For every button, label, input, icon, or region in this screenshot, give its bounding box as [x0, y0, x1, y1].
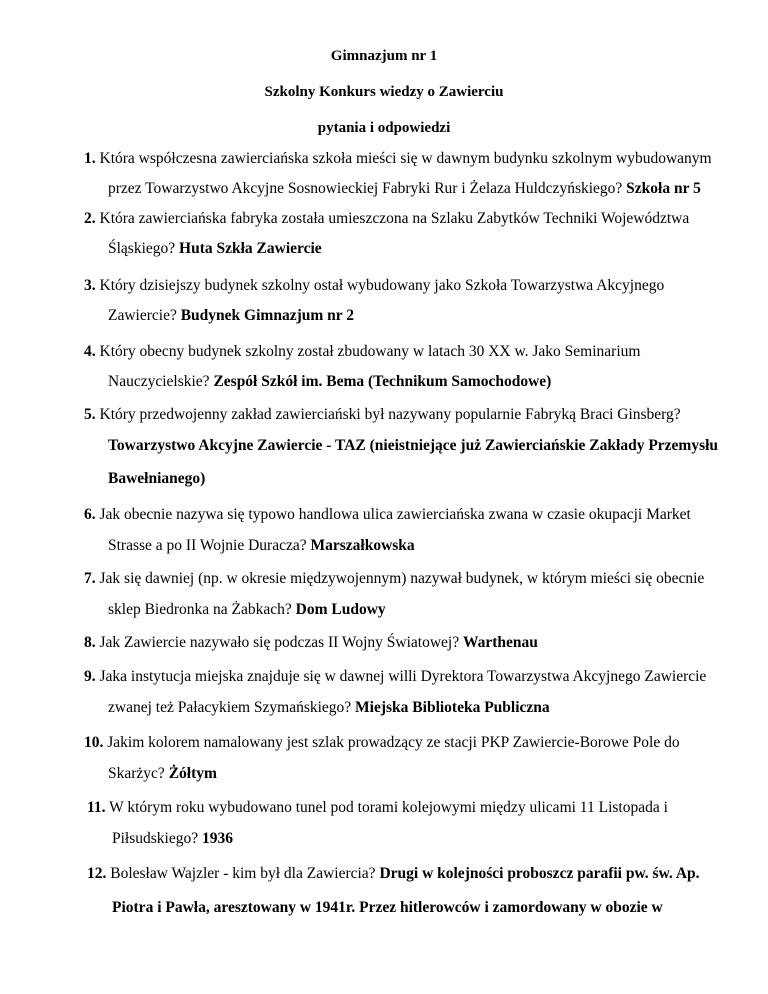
contest-title: Szkolny Konkurs wiedzy o Zawierciu	[264, 84, 504, 100]
question-text: Skarżyc?	[108, 765, 165, 782]
question-number: 4.	[84, 343, 96, 360]
answer-text: Towarzystwo Akcyjne Zawiercie - TAZ (nieistniejące już Zawierciańskie Zakłady Przemysłu	[108, 437, 719, 454]
question-text: Który obecny budynek szkolny został zbudowany w latach 30 XX w. Jako Seminarium	[99, 343, 641, 360]
answer-text: Zespół Szkół im. Bema (Technikum Samochodowe)	[213, 373, 552, 390]
answer-text: Dom Ludowy	[295, 601, 386, 618]
question-number: 7.	[84, 570, 96, 587]
question-number: 9.	[84, 668, 96, 685]
question-text: Który przedwojenny zakład zawierciański był nazywany popularnie Fabryką Braci Ginsberg?	[99, 406, 681, 423]
question-text: Jaka instytucja miejska znajduje się w dawnej willi Dyrektora Towarzystwa Akcyjnego Zawiercie	[99, 668, 707, 685]
question-number: 3.	[84, 277, 96, 294]
question-text: Która zawierciańska fabryka została umieszczona na Szlaku Zabytków Techniki Województwa	[99, 210, 690, 227]
question-text: Jakim kolorem namalowany jest szlak prowadzący ze stacji PKP Zawiercie-Borowe Pole do	[103, 734, 680, 751]
question-text: Jak Zawiercie nazywało się podczas II Wojny Światowej?	[99, 634, 460, 651]
question-number: 2.	[84, 210, 96, 227]
answer-text: Drugi w kolejności proboszcz parafii pw. św. Ap.	[379, 865, 700, 882]
answer-text: Marszałkowska	[310, 537, 415, 554]
question-number: 12.	[87, 865, 107, 882]
answer-text: Miejska Biblioteka Publiczna	[355, 699, 550, 716]
answer-text: Warthenau	[462, 634, 538, 651]
question-text: Która współczesna zawierciańska szkoła mieści się w dawnym budynku szkolnym wybudowanym	[99, 150, 712, 167]
question-text: zwanej też Pałacykiem Szymańskiego?	[108, 699, 352, 716]
answer-text: Budynek Gimnazjum nr 2	[180, 307, 354, 324]
subtitle: pytania i odpowiedzi	[317, 120, 451, 136]
answer-text: 1936	[202, 830, 233, 847]
question-text: Który dzisiejszy budynek szkolny ostał wybudowany jako Szkoła Towarzystwa Akcyjnego	[99, 277, 665, 294]
answer-text: Piotra i Pawła, aresztowany w 1941r. Przez hitlerowców i zamordowany w obozie w	[112, 899, 663, 916]
question-text: Śląskiego?	[108, 240, 176, 257]
question-number: 10.	[84, 734, 104, 751]
question-text: sklep Biedronka na Żabkach?	[108, 601, 292, 618]
question-text: przez Towarzystwo Akcyjne Sosnowieckiej Fabryki Rur i Żelaza Huldczyńskiego?	[108, 180, 623, 197]
question-text: Zawiercie?	[108, 307, 177, 324]
question-text: Piłsudskiego?	[112, 830, 199, 847]
question-number: 11.	[87, 799, 106, 816]
answer-text: Żółtym	[168, 765, 217, 782]
question-text: Nauczycielskie?	[108, 373, 210, 390]
question-number: 1.	[84, 150, 96, 167]
answer-text: Szkoła nr 5	[626, 180, 701, 197]
question-number: 5.	[84, 406, 96, 423]
answer-text: Huta Szkła Zawiercie	[179, 240, 322, 257]
question-text: Jak obecnie nazywa się typowo handlowa ulica zawierciańska zwana w czasie okupacji Market	[99, 506, 691, 523]
question-text: Bolesław Wajzler - kim był dla Zawiercia?	[110, 865, 376, 882]
school-title: Gimnazjum nr 1	[330, 48, 438, 64]
question-number: 6.	[84, 506, 96, 523]
question-text: Strasse a po II Wojnie Duracza?	[108, 537, 307, 554]
question-text: W którym roku wybudowano tunel pod torami kolejowymi między ulicami 11 Listopada i	[109, 799, 668, 816]
question-number: 8.	[84, 634, 96, 651]
answer-text: Bawełnianego)	[108, 470, 206, 487]
question-text: Jak się dawniej (np. w okresie międzywojennym) nazywał budynek, w którym mieści się obecnie	[99, 570, 705, 587]
